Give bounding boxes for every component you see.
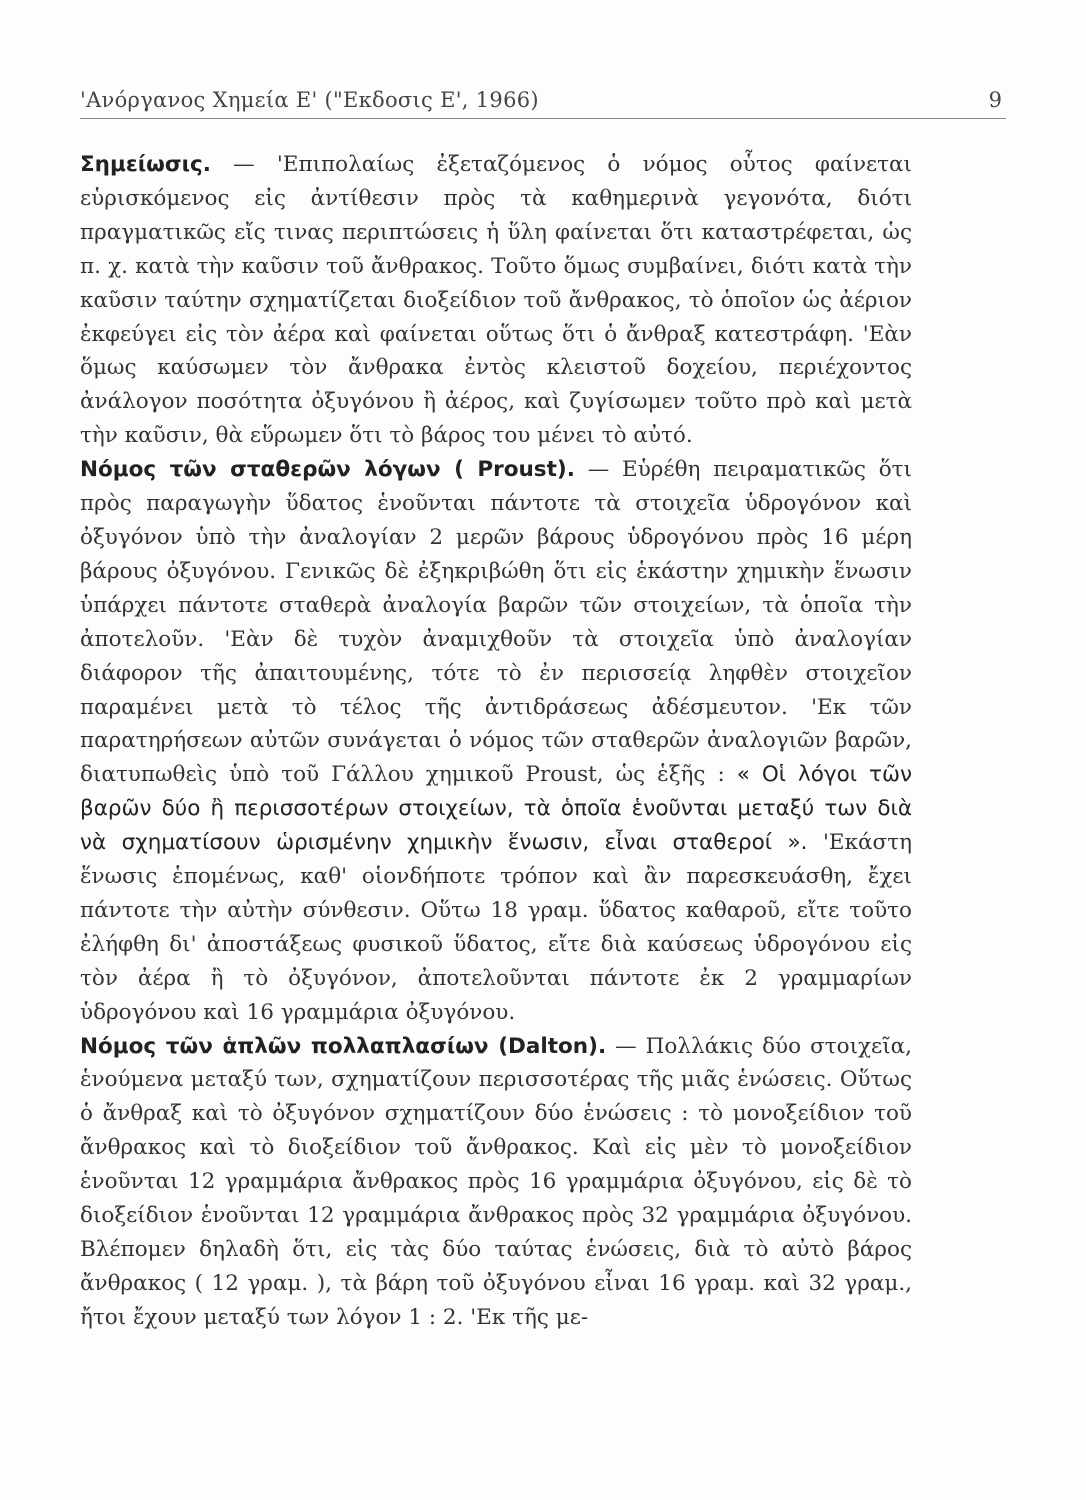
proust-text-a: — Εὑρέθη πειραματικῶς ὅτι πρὸς παραγωγὴν ὕδατος ἑνοῦνται πάντοτε τὰ στοιχεῖα ὑδρογόνον καὶ ὀξυγόνον ὑπὸ τὴν ἀναλογίαν 2 μερῶν βάρους ὑδρογόνου πρὸς 16 μέρη βάρους ὀξυγόνου. Γενικῶς δὲ ἐξηκριβώθη ὅτι εἰς ἑκάστην χημικὴν ἕνωσιν ὑπάρχει πάντοτε σταθερὰ ἀναλογία βαρῶν τῶν στοιχείων, τὰ ὁποῖα τὴν ἀποτελοῦν. 'Εὰν δὲ τυχὸν ἀναμιχθοῦν τὰ στοιχεῖα ὑπὸ ἀναλογίαν διάφορον τῆς ἀπαιτουμένης, τότε τὸ ἐν περισσείᾳ ληφθὲν στοιχεῖον παραμένει μετὰ τὸ τέλος τῆς ἀντιδράσεως ἀδέσμευτον. 'Εκ τῶν παρατηρήσεων αὐτῶν συνάγεται ὁ νόμος τῶν σταθερῶν ἀναλογιῶν βαρῶν, διατυπωθεὶς ὑπὸ τοῦ Γάλλου χημικοῦ Proust, ὡς ἑξῆς : [80,457,912,788]
paragraph-note [80,148,912,453]
dalton-text: — Πολλάκις δύο στοιχεῖα, ἑνούμενα μεταξύ των, σχηματίζουν περισσοτέρας τῆς μιᾶς ἑνώσεις. Οὕτως ὁ ἄνθραξ καὶ τὸ ὀξυγόνον σχηματίζουν δύο ἑνώσεις : τὸ μονοξείδιον τοῦ ἄνθρακος καὶ τὸ διοξείδιον τοῦ ἄνθρακος. Καὶ εἰς μὲν τὸ μονοξείδιον ἑνοῦνται 12 γραμμάρια ἄνθρακος πρὸς 16 γραμμάρια ὀξυγόνου, εἰς δὲ τὸ διοξείδιον ἑνοῦνται 12 γραμμάρια ἄνθρακος πρὸς 32 γραμμάρια ὀξυγόνου. Βλέπομεν δηλαδὴ ὅτι, εἰς τὰς δύο ταύτας ἑνώσεις, διὰ τὸ αὐτὸ βάρος ἄνθρακος ( 12 γραμ. ), τὰ βάρη τοῦ ὀξυγόνου εἶναι 16 γραμ. καὶ 32 γραμ., ἤτοι ἔχουν μεταξύ των λόγον 1 : 2. 'Εκ τῆς με- [80,1033,912,1330]
proust-heading: Νόμος τῶν σταθερῶν λόγων ( Proust). [80,457,575,483]
note-text: — 'Επιπολαίως ἐξεταζόμενος ὁ νόμος οὗτος φαίνεται εὑρισκόμενος εἰς ἀντίθεσιν πρὸς τὰ καθημερινὰ γεγονότα, διότι πραγματικῶς εἴς τινας περιπτώσεις ἡ ὕλη φαίνεται ὅτι καταστρέφεται, ὡς π. χ. κατὰ τὴν καῦσιν τοῦ ἄνθρακος. Τοῦτο ὅμως συμβαίνει, διότι κατὰ τὴν καῦσιν ταύτην σχηματίζεται διοξείδιον τοῦ ἄνθρακος, τὸ ὁποῖον ὡς ἀέριον ἐκφεύγει εἰς τὸν ἀέρα καὶ φαίνεται οὕτως ὅτι ὁ ἄνθραξ κατεστράφη. 'Εὰν ὅμως καύσωμεν τὸν ἄνθρακα ἐντὸς κλειστοῦ δοχείου, περιέχοντος ἀνάλογον ποσότητα ὀξυγόνου ἢ ἀέρος, καὶ ζυγίσωμεν τοῦτο πρὸ καὶ μετὰ τὴν καῦσιν, θὰ εὕρωμεν ὅτι τὸ βάρος του μένει τὸ αὐτό. [80,152,912,449]
page-body [80,148,912,1335]
running-title: 'Ανόργανος Χημεία Ε' ("Εκδοσις Ε', 1966) [80,88,539,112]
proust-law-quote: « Οἱ λόγοι τῶν βαρῶν δύο ἢ περισσοτέρων στοιχείων, τὰ ὁποῖα ἑνοῦνται μεταξύ των διὰ νὰ σχηματίσουν ὡρισμένην χημικὴν ἕνωσιν, εἶναι σταθεροί ». [80,762,913,856]
dalton-heading: Νόμος τῶν ἁπλῶν πολλαπλασίων (Dalton). [80,1033,607,1059]
page-number: 9 [988,88,1002,112]
paragraph-proust [80,453,912,1029]
proust-text-b: 'Εκάστη ἕνωσις ἑπομένως, καθ' οἱονδήποτε τρόπον καὶ ἂν παρεσκευάσθη, ἔχει πάντοτε τὴν αὐτὴν σύνθεσιν. Οὕτω 18 γραμ. ὕδατος καθαροῦ, εἴτε τοῦτο ἐλήφθη δι' ἀποστάξεως φυσικοῦ ὕδατος, εἴτε διὰ καύσεως ὑδρογόνου εἰς τὸν ἀέρα ἢ τὸ ὀξυγόνον, ἀποτελοῦνται πάντοτε ἐκ 2 γραμμαρίων ὑδρογόνου καὶ 16 γραμμάρια ὀξυγόνου. [80,830,912,1025]
paragraph-dalton [80,1030,912,1335]
note-heading: Σημείωσις. [80,152,211,177]
page-header [80,86,1006,119]
